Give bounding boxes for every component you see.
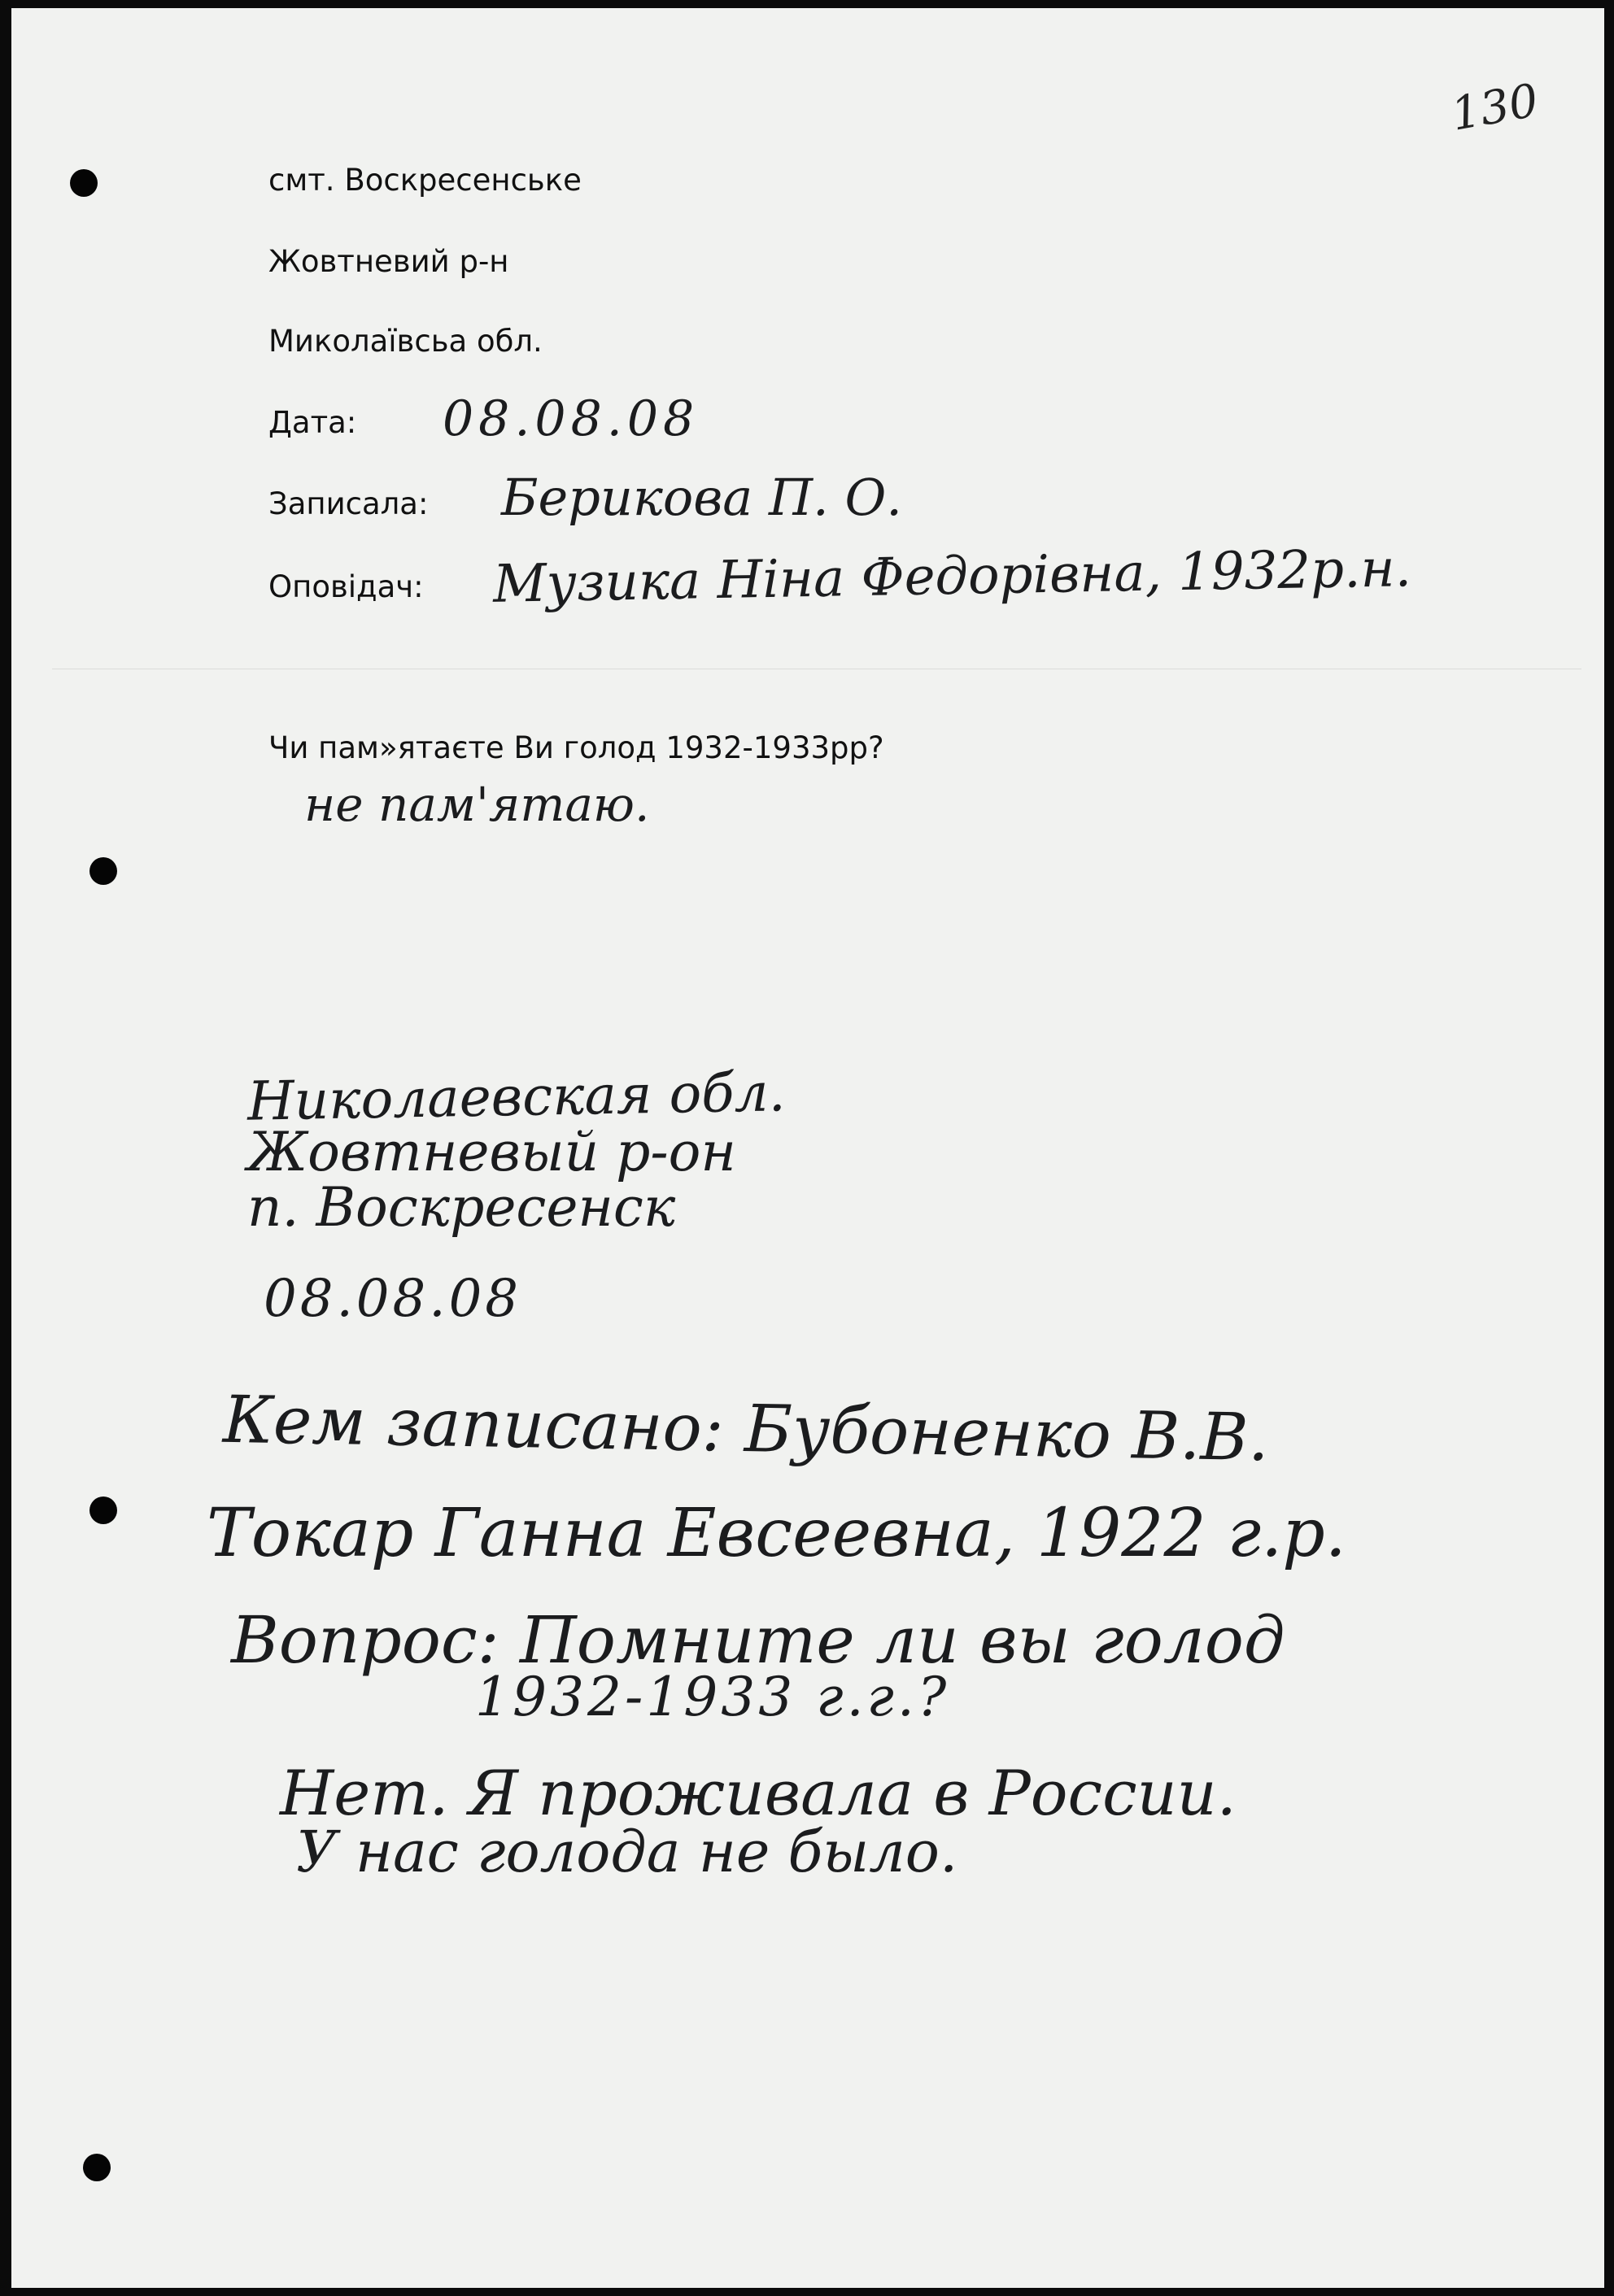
hw-answer-line-1: Нет. Я проживала в России. [280,1757,1237,1829]
punch-hole-top [70,169,98,197]
hw-answer-line-2: У нас голода не было. [296,1819,958,1885]
punch-hole-bottom [83,2154,111,2181]
district-label: Жовтневий р-н [268,244,509,279]
hw-question-line-1: Вопрос: Помните ли вы голод [231,1602,1285,1678]
question-label: Чи пам»ятаєте Ви голод 1932-1933рр? [268,730,884,765]
answer-handwritten: не пам'ятаю. [304,777,650,832]
punch-hole-upper-middle [89,857,117,885]
punch-hole-lower-middle [89,1497,117,1524]
hw-district: Жовтневый р-он [247,1121,736,1183]
narrator-label: Оповідач: [268,569,424,604]
hw-recorded-by: Кем записано: Бубоненко В.В. [222,1381,1270,1476]
hw-date: 08.08.08 [264,1269,521,1329]
archive-page-number: 130 [1447,74,1542,142]
document-page [11,8,1604,2288]
date-label: Дата: [268,405,357,440]
date-handwritten: 08.08.08 [443,390,700,447]
narrator-handwritten: Музика Ніна Федорівна, 1932р.н. [492,538,1412,615]
hw-region: Николаевская обл. [246,1061,787,1133]
recorded-by-label: Записала: [268,486,429,521]
hw-settlement: п. Воскресенск [247,1176,676,1239]
recorded-by-handwritten: Берикова П. О. [501,468,903,527]
region-label: Миколаївсьа обл. [268,324,543,359]
hw-question-line-2: 1932-1933 г.г.? [475,1666,950,1728]
hw-narrator: Токар Ганна Евсеевна, 1922 г.р. [207,1495,1346,1572]
settlement-label: смт. Воскресенське [268,163,582,198]
